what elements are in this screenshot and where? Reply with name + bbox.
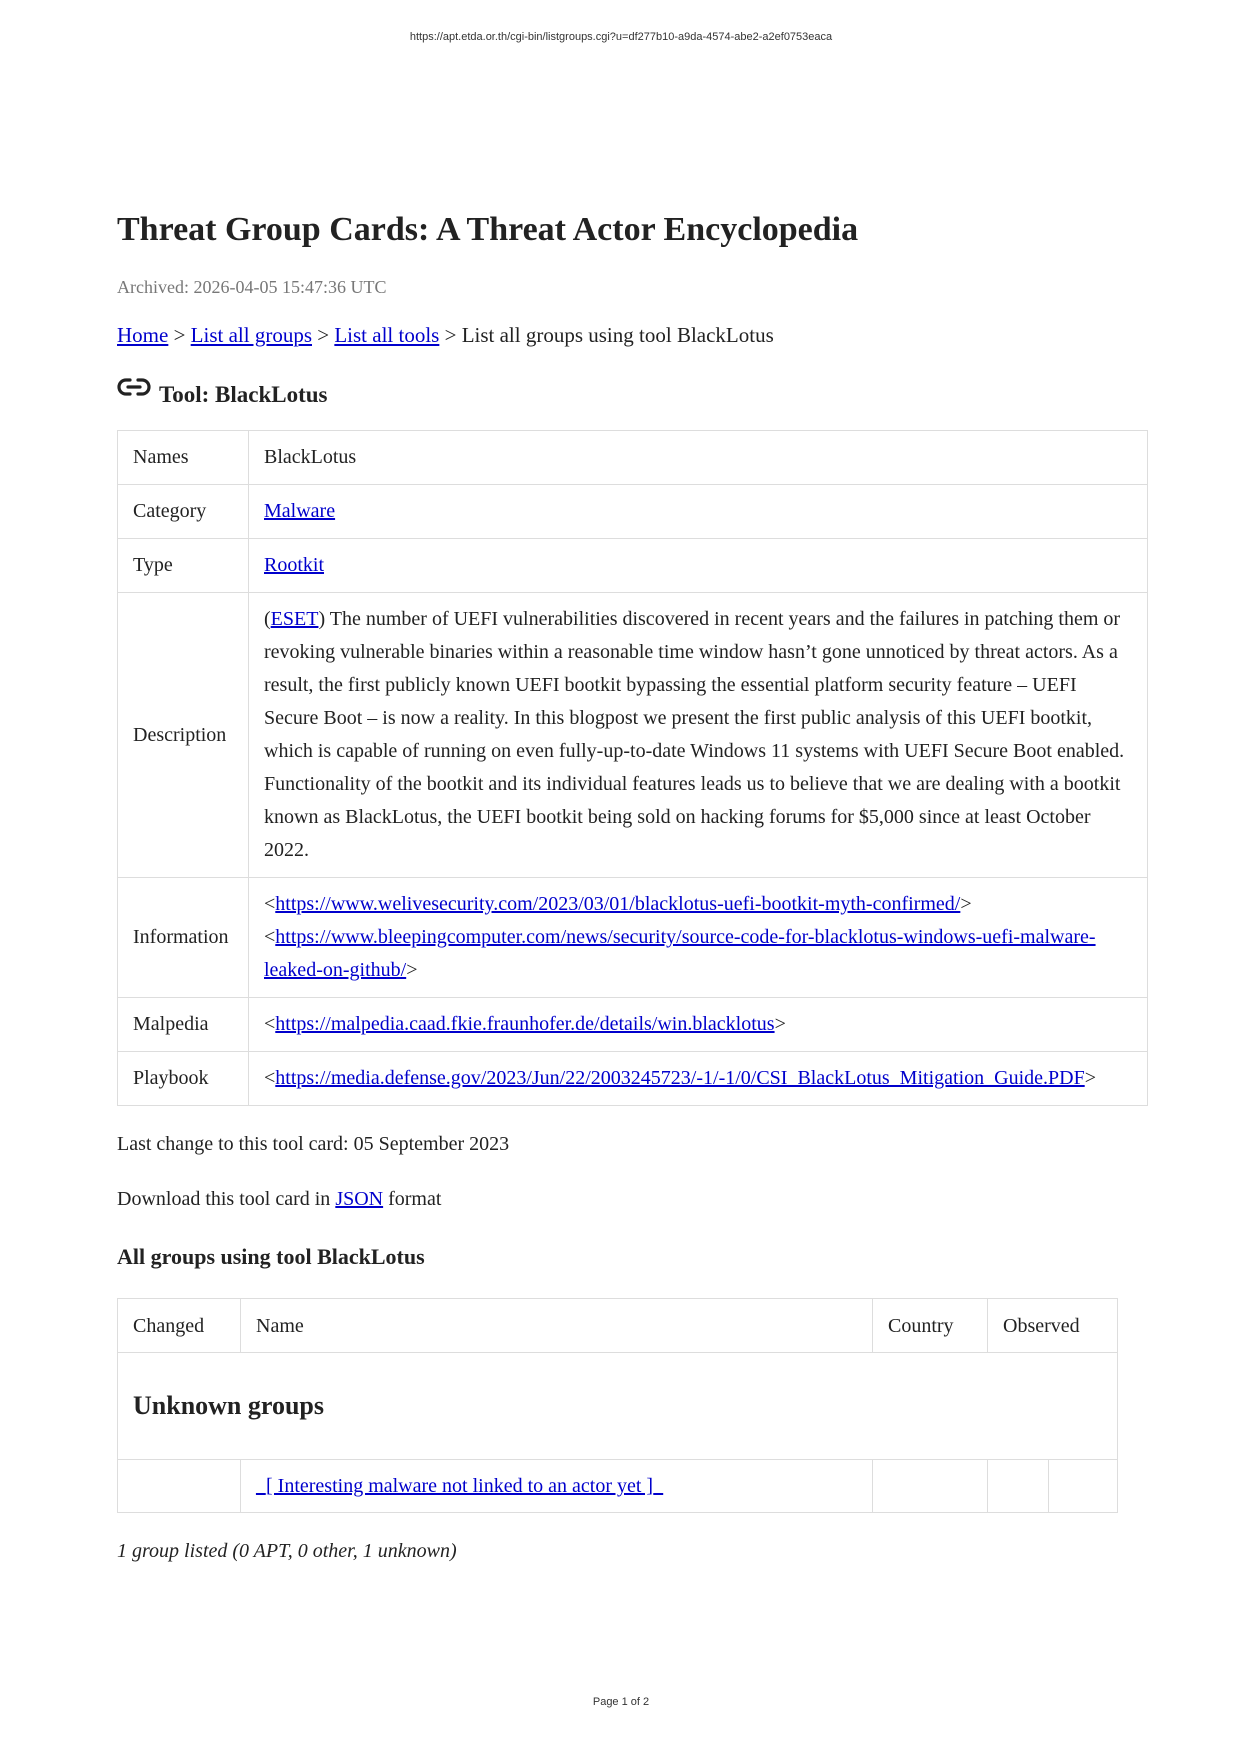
group-name-cell [241,1460,873,1513]
row-label: Description [118,593,249,878]
tool-row-playbook [118,1052,1148,1106]
json-download-link[interactable]: JSON [335,1188,384,1210]
description-source-link[interactable]: ESET [270,608,319,630]
breadcrumb-all-groups-link[interactable]: List all groups [190,323,312,347]
group-extra-cell [1049,1460,1118,1513]
groups-summary: 1 group listed (0 APT, 0 other, 1 unknown) [117,1540,457,1562]
section-heading-unknown: Unknown groups [118,1353,1118,1460]
group-changed-cell [118,1460,241,1513]
table-row [118,1460,1118,1513]
link-icon [117,376,151,398]
names-value: BlackLotus [249,431,1148,485]
breadcrumb [117,321,1147,349]
column-header-observed: Observed [988,1299,1118,1353]
breadcrumb-home-link[interactable]: Home [117,323,169,347]
download-suffix: format [388,1188,442,1210]
print-header-url: https://apt.etda.or.th/cgi-bin/listgroups.cgi?u=df277b10-a9da-4574-abe2-a2ef0753eaca [409,31,833,43]
information-link-bleepingcomputer[interactable]: https://www.bleepingcomputer.com/news/security/source-code-for-blacklotus-windows-uefi-malware-leaked-on-github/ [264,926,1096,981]
tool-row-malpedia [118,998,1148,1052]
information-cell: <https://www.welivesecurity.com/2023/03/01/blacklotus-uefi-bootkit-myth-confirmed/> <https://www.bleepingcomputer.com/news/security/source-code-for-blacklotus-windows-uefi-malware-leaked-on-github/> [249,878,1148,998]
breadcrumb-separator: > [173,323,186,347]
breadcrumb-separator: > [444,323,457,347]
malpedia-cell: <https://malpedia.caad.fkie.fraunhofer.de/details/win.blacklotus> [249,998,1148,1052]
tool-heading-text: Tool: BlackLotus [159,382,328,407]
breadcrumb-separator: > [317,323,330,347]
tool-heading [117,379,1147,411]
description-text: The number of UEFI vulnerabilities discovered in recent years and the failures in patching them or revoking vulnerable binaries within a reasonable time window hasn’t gone unnoticed by threat actors. As a result, the first publicly known UEFI bootkit bypassing the essential platform security feature – UEFI Secure Boot – is now a reality. In this blogpost we present the first public analysis of this UEFI bootkit, which is capable of running on even fully-up-to-date Windows 11 systems with UEFI Secure Boot enabled. Functionality of the bootkit and its individual features leads us to believe that we are dealing with a bootkit known as BlackLotus, the UEFI bootkit being sold on hacking forums for $5,000 since at least October 2022. [264,608,1125,861]
column-header-name: Name [241,1299,873,1353]
main-content [117,205,1147,1565]
playbook-link[interactable]: https://media.defense.gov/2023/Jun/22/2003245723/-1/-1/0/CSI_BlackLotus_Mitigation_Guide.PDF [275,1067,1085,1089]
group-observed-cell [988,1460,1049,1513]
type-link[interactable]: Rootkit [264,554,325,576]
breadcrumb-current: List all groups using tool BlackLotus [461,323,774,347]
print-footer-page-number: Page 1 of 2 [592,1696,650,1708]
groups-table [117,1298,1118,1513]
column-header-changed: Changed [118,1299,241,1353]
tool-row-description [118,593,1148,878]
group-country-cell [873,1460,988,1513]
category-link[interactable]: Malware [264,500,336,522]
tool-row-category [118,485,1148,539]
download-line [117,1185,1147,1213]
tool-row-information [118,878,1148,998]
description-cell: (ESET) The number of UEFI vulnerabilities discovered in recent years and the failures in patching them or revoking vulnerable binaries within a reasonable time window hasn’t gone unnoticed by threat actors. As a result, the first publicly known UEFI bootkit bypassing the essential platform security feature – UEFI Secure Boot – is now a reality. In this blogpost we present the first public analysis of this UEFI bootkit, which is capable of running on even fully-up-to-date Windows 11 systems with UEFI Secure Boot enabled. Functionality of the bootkit and its individual features leads us to believe that we are dealing with a bootkit known as BlackLotus, the UEFI bootkit being sold on hacking forums for $5,000 since at least October 2022. [249,593,1148,878]
row-label: Information [118,878,249,998]
groups-table-header [118,1299,1118,1353]
playbook-cell: <https://media.defense.gov/2023/Jun/22/2003245723/-1/-1/0/CSI_BlackLotus_Mitigation_Guide.PDF> [249,1052,1148,1106]
information-link-welivesecurity[interactable]: https://www.welivesecurity.com/2023/03/01/blacklotus-uefi-bootkit-myth-confirmed/ [275,893,961,915]
row-label: Names [118,431,249,485]
row-label: Malpedia [118,998,249,1052]
groups-section-row [118,1353,1118,1460]
tool-row-type [118,539,1148,593]
last-change-text: Last change to this tool card: 05 September 2023 [117,1133,510,1155]
column-header-country: Country [873,1299,988,1353]
tool-row-names [118,431,1148,485]
archived-timestamp: Archived: 2026-04-05 15:47:36 UTC [117,277,387,297]
breadcrumb-all-tools-link[interactable]: List all tools [334,323,440,347]
download-prefix: Download this tool card in [117,1188,331,1210]
malpedia-link[interactable]: https://malpedia.caad.fkie.fraunhofer.de/details/win.blacklotus [275,1013,775,1035]
group-name-link[interactable]: _[ Interesting malware not linked to an actor yet ]_ [256,1475,664,1497]
row-label: Type [118,539,249,593]
groups-heading: All groups using tool BlackLotus [117,1244,425,1269]
row-label: Category [118,485,249,539]
type-cell [249,539,1148,593]
category-cell [249,485,1148,539]
page-title: Threat Group Cards: A Threat Actor Encyclopedia [117,211,859,248]
tool-card-table [117,430,1148,1106]
row-label: Playbook [118,1052,249,1106]
